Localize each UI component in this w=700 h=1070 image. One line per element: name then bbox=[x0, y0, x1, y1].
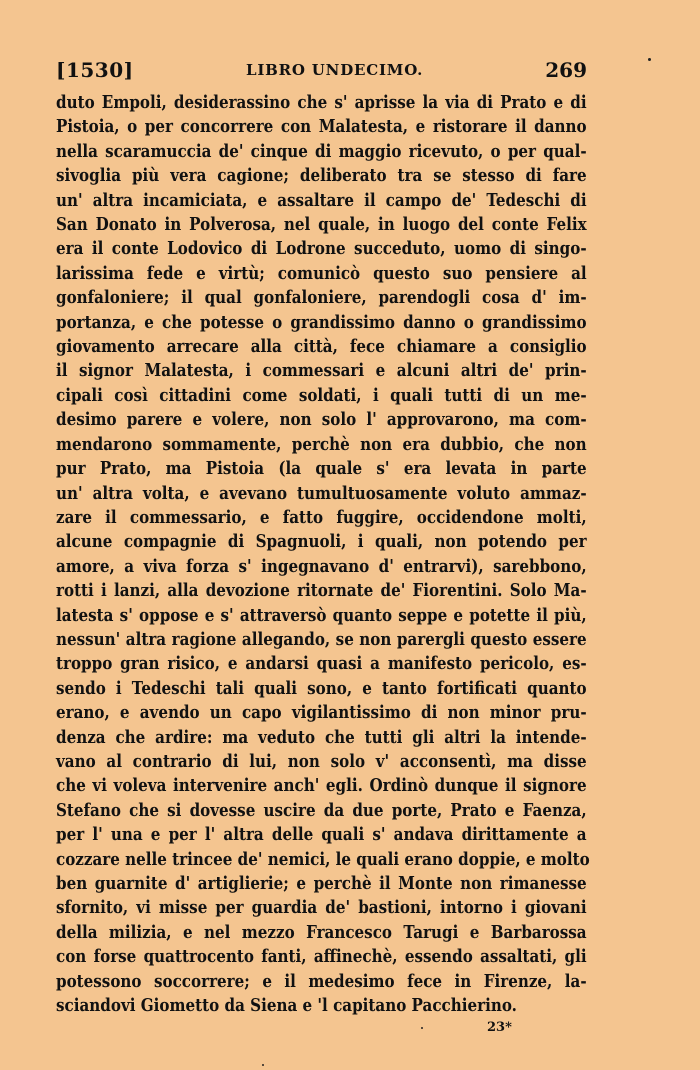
page-number: 269 bbox=[545, 58, 587, 82]
signature-mark: 23* bbox=[487, 1020, 512, 1035]
text-line: un' altra incamiciata, e assaltare il campo de' Tedeschi di bbox=[56, 189, 587, 211]
text-line: erano, e avendo un capo vigilantissimo di non minor pru- bbox=[56, 702, 587, 724]
text-line: per l' una e per l' altra delle quali s' andava dirittamente a bbox=[56, 824, 587, 846]
text-line: desimo parere e volere, non solo l' approvarono, ma com- bbox=[56, 409, 587, 431]
text-line: zare il commessario, e fatto fuggire, occidendone molti, bbox=[56, 506, 587, 528]
text-line: che vi voleva intervenire anch' egli. Ordinò dunque il signore bbox=[56, 775, 587, 797]
text-line: cipali così cittadini come soldati, i quali tutti di un me- bbox=[56, 384, 587, 406]
text-line: potessono soccorrere; e il medesimo fece in Firenze, la- bbox=[56, 970, 587, 992]
ink-speck bbox=[421, 1027, 423, 1029]
text-line: pur Prato, ma Pistoia (la quale s' era levata in parte bbox=[56, 458, 587, 480]
text-line: giovamento arrecare alla città, fece chiamare a consiglio bbox=[56, 336, 587, 358]
text-line: denza che ardire: ma veduto che tutti gli altri la intende- bbox=[56, 726, 587, 748]
body-text bbox=[56, 91, 590, 1018]
ink-speck bbox=[262, 1064, 264, 1066]
text-line: sivoglia più vera cagione; deliberato tra se stesso di fare bbox=[56, 165, 587, 187]
text-line: gonfaloniere; il qual gonfaloniere, parendogli cosa d' im- bbox=[56, 287, 587, 309]
text-line: rotti i lanzi, alla devozione ritornate de' Fiorentini. Solo Ma- bbox=[56, 580, 587, 602]
text-line: nella scaramuccia de' cinque di maggio ricevuto, o per qual- bbox=[56, 140, 587, 162]
text-line: un' altra volta, e avevano tumultuosamente voluto ammaz- bbox=[56, 482, 587, 504]
text-line: Stefano che si dovesse uscire da due porte, Prato e Faenza, bbox=[56, 799, 587, 821]
text-line: duto Empoli, desiderassino che s' aprisse la via di Prato e di bbox=[56, 92, 587, 113]
text-line: con forse quattrocento fanti, affinechè, essendo assaltati, gli bbox=[56, 946, 587, 968]
text-line: sciandovi Giometto da Siena e 'l capitano Pacchierino. bbox=[56, 995, 517, 1017]
text-line: mendarono sommamente, perchè non era dubbio, che non bbox=[56, 433, 587, 455]
text-line: della milizia, e nel mezzo Francesco Tarugi e Barbarossa bbox=[56, 921, 587, 943]
text-line: ben guarnite d' artiglierie; e perchè il Monte non rimanesse bbox=[56, 873, 587, 894]
running-header bbox=[56, 58, 587, 84]
text-line: amore, a viva forza s' ingegnavano d' entrarvi), sarebbono, bbox=[56, 555, 587, 577]
text-line: il signor Malatesta, i commessari e alcuni altri de' prin- bbox=[56, 360, 587, 382]
text-line: troppo gran risico, e andarsi quasi a manifesto pericolo, es- bbox=[56, 653, 587, 675]
text-line: alcune compagnie di Spagnuoli, i quali, non potendo per bbox=[56, 531, 587, 553]
text-line: era il conte Lodovico di Lodrone succeduto, uomo di singo- bbox=[56, 238, 587, 260]
text-line: sfornito, vi misse per guardia de' bastioni, intorno i giovani bbox=[56, 897, 587, 919]
text-line: portanza, e che potesse o grandissimo danno o grandissimo bbox=[56, 311, 587, 333]
header-year: [1530] bbox=[56, 58, 134, 82]
header-title: LIBRO UNDECIMO. bbox=[246, 61, 424, 79]
text-line: latesta s' oppose e s' attraversò quanto seppe e potette il più, bbox=[56, 604, 587, 626]
ink-speck bbox=[648, 58, 651, 61]
text-line: sendo i Tedeschi tali quali sono, e tanto fortificati quanto bbox=[56, 677, 587, 699]
text-line: larissima fede e virtù; comunicò questo suo pensiere al bbox=[56, 262, 587, 284]
text-line: nessun' altra ragione allegando, se non parergli questo essere bbox=[56, 628, 587, 650]
text-line: cozzare nelle trincee de' nemici, le quali erano doppie, e molto bbox=[56, 848, 590, 870]
text-line: Pistoia, o per concorrere con Malatesta, e ristorare il danno bbox=[56, 116, 587, 138]
text-line: San Donato in Polverosa, nel quale, in luogo del conte Felix bbox=[56, 214, 587, 236]
text-line: vano al contrario di lui, non solo v' acconsentì, ma disse bbox=[56, 750, 587, 772]
